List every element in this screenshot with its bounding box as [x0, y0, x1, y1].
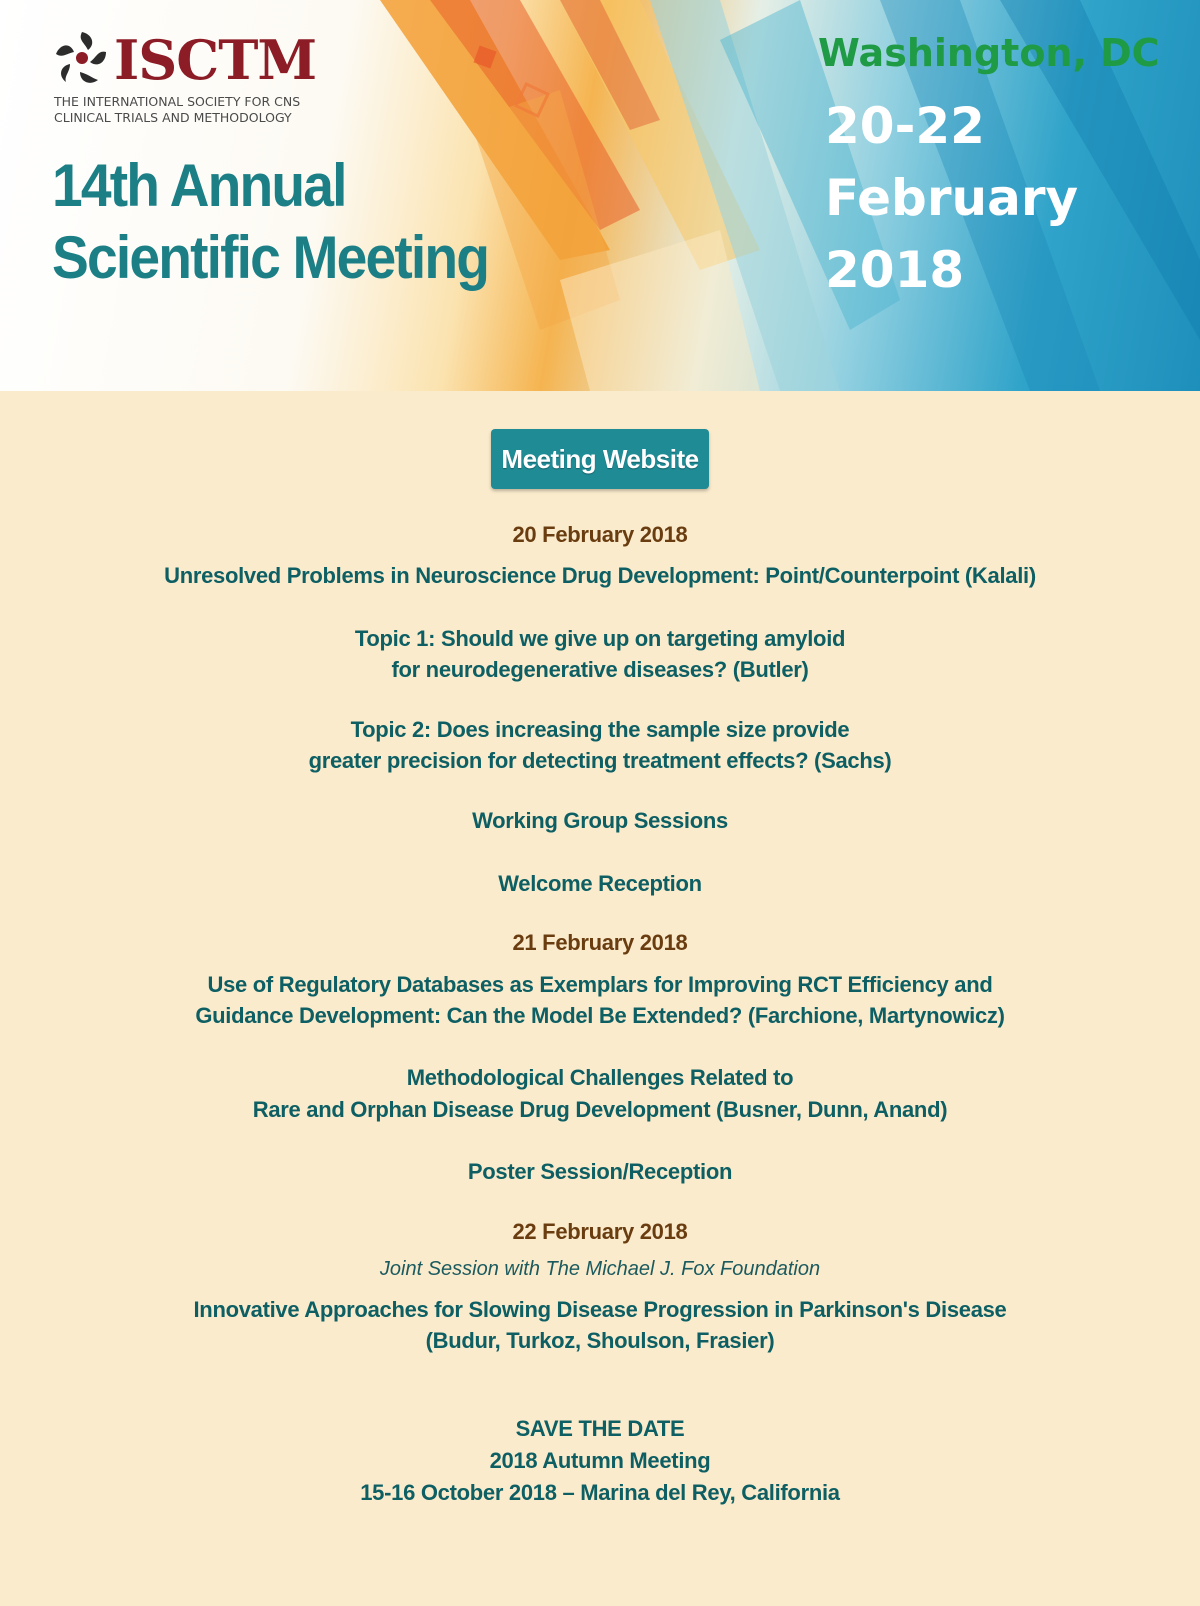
day-2-session-2-line-2: Rare and Orphan Disease Drug Development (Busner, Dunn, Anand) — [252, 1097, 948, 1122]
logo-subtitle-line-2: CLINICAL TRIALS AND METHODOLOGY — [54, 110, 292, 125]
day-2-session-1-line-2: Guidance Development: Can the Model Be Extended? (Farchione, Martynowicz) — [195, 1003, 1005, 1028]
logo-wordmark: ISCTM — [114, 28, 317, 92]
day-1-topic-1-line-1: Topic 1: Should we give up on targeting amyloid — [354, 626, 846, 651]
meeting-title — [52, 150, 488, 294]
meeting-title-line-2: Scientific Meeting — [52, 224, 489, 291]
save-the-date-heading: SAVE THE DATE — [515, 1416, 685, 1441]
day-3-session-line-1: Innovative Approaches for Slowing Disease Progression in Parkinson's Disease — [193, 1297, 1007, 1322]
meeting-dates-line-1: 20-22 — [825, 97, 985, 155]
day-1-session-1: Unresolved Problems in Neuroscience Drug Development: Point/Counterpoint (Kalali) — [164, 563, 1036, 588]
day-1-working-groups: Working Group Sessions — [472, 808, 728, 833]
day-1-topic-2-line-2: greater precision for detecting treatment effects? (Sachs) — [308, 748, 892, 773]
day-3-joint-session: Joint Session with The Michael J. Fox Foundation — [379, 1258, 821, 1280]
day-3-heading: 22 February 2018 — [512, 1219, 688, 1244]
day-1-reception: Welcome Reception — [498, 871, 702, 896]
day-1-topic-2-line-1: Topic 2: Does increasing the sample size provide — [350, 717, 850, 742]
day-1-topic-1-line-2: for neurodegenerative diseases? (Butler) — [391, 657, 809, 682]
day-1-heading: 20 February 2018 — [512, 522, 688, 547]
day-2-session-1-line-1: Use of Regulatory Databases as Exemplars for Improving RCT Efficiency and — [207, 972, 993, 997]
meeting-dates — [825, 90, 1078, 306]
day-3-session-line-2: (Budur, Turkoz, Shoulson, Frasier) — [425, 1328, 775, 1353]
day-2-session-2-line-1: Methodological Challenges Related to — [406, 1065, 794, 1090]
meeting-website-button[interactable]: Meeting Website — [491, 429, 709, 489]
meeting-location: Washington, DC — [818, 31, 1160, 75]
day-2-poster-session: Poster Session/Reception — [467, 1159, 733, 1184]
logo-subtitle-line-1: THE INTERNATIONAL SOCIETY FOR CNS — [54, 94, 301, 109]
day-2-heading: 21 February 2018 — [512, 930, 688, 955]
save-the-date-details: 15-16 October 2018 – Marina del Rey, California — [360, 1480, 840, 1505]
swirl-logo-icon — [52, 28, 112, 88]
meeting-dates-line-3: 2018 — [825, 241, 965, 299]
logo-subtitle — [54, 94, 300, 126]
header-banner — [0, 0, 1200, 391]
save-the-date-meeting: 2018 Autumn Meeting — [489, 1448, 711, 1473]
meeting-title-line-1: 14th Annual — [52, 152, 346, 219]
meeting-dates-line-2: February — [825, 169, 1079, 227]
